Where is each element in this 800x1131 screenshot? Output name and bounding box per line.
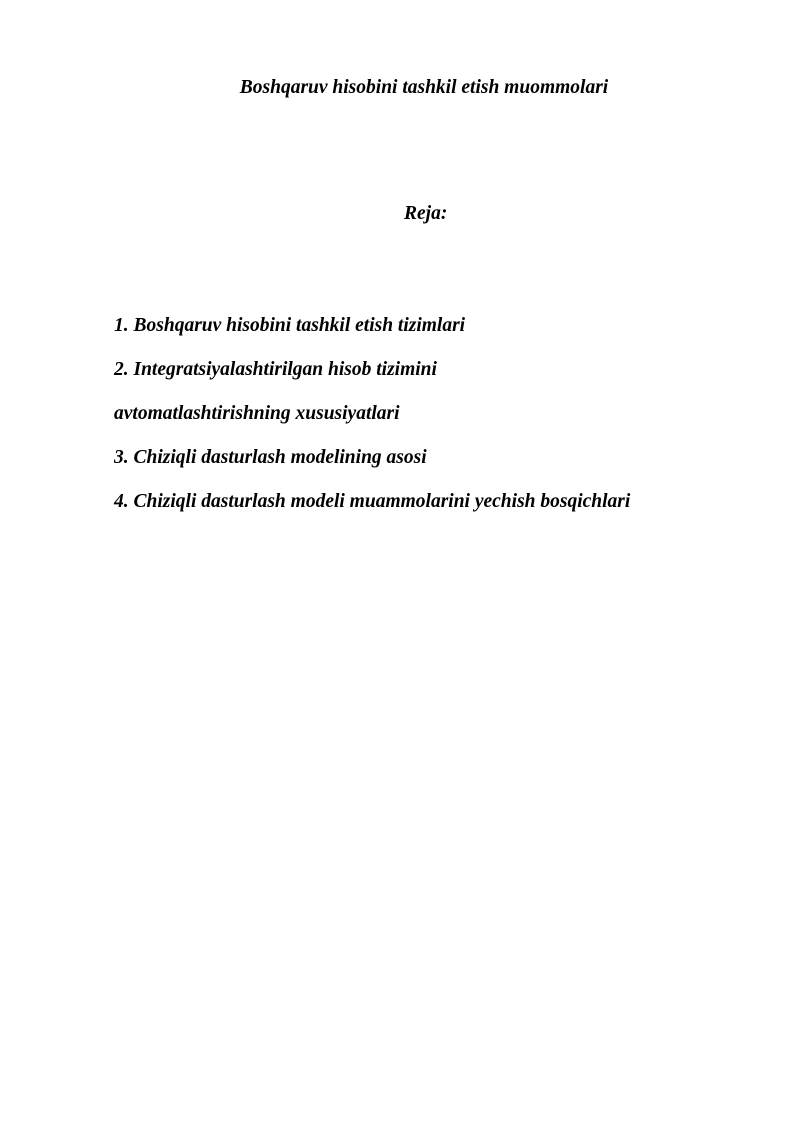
- plan-item-3: 3. Chiziqli dasturlash modelining asosi: [114, 447, 427, 468]
- plan-item-2-line-2: avtomatlashtirishning xususiyatlari: [114, 403, 400, 424]
- document-title: Boshqaruv hisobini tashkil etish muommolari: [239, 77, 609, 98]
- plan-item-2-line-1: 2. Integratsiyalashtirilgan hisob tizimini: [114, 359, 437, 380]
- plan-item-1: 1. Boshqaruv hisobini tashkil etish tizimlari: [114, 315, 466, 336]
- plan-heading: Reja:: [404, 203, 448, 224]
- plan-item-4: 4. Chiziqli dasturlash modeli muammolarini yechish bosqichlari: [114, 491, 631, 512]
